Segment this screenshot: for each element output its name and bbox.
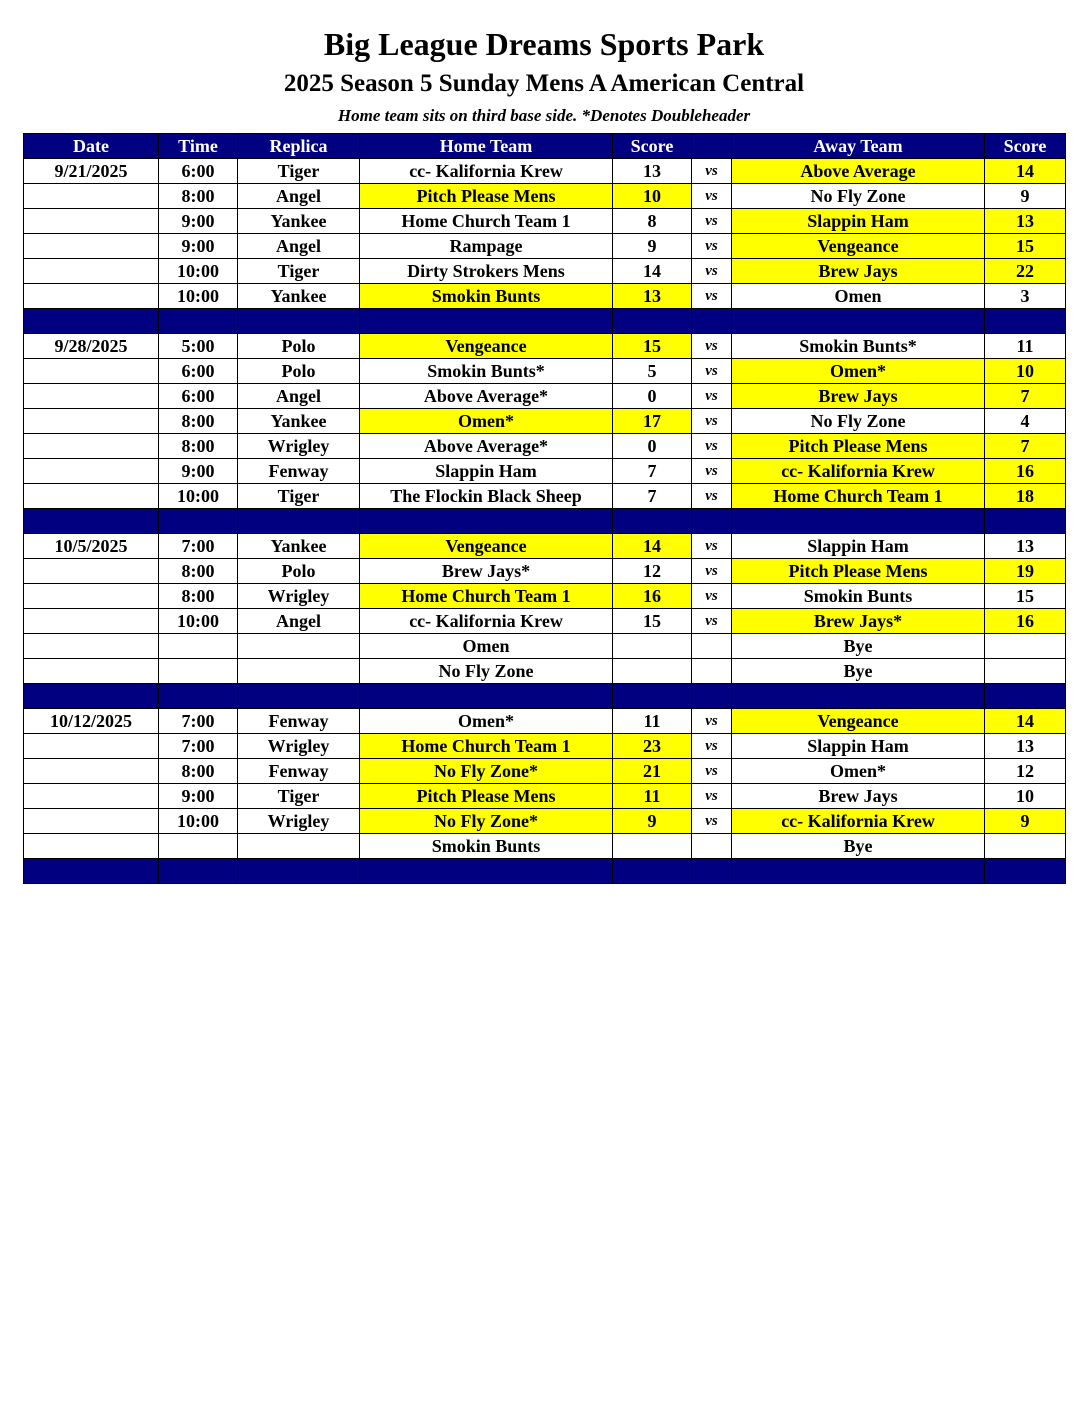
- away-score-cell: 10: [985, 784, 1066, 809]
- time-cell: 7:00: [159, 709, 238, 734]
- away-score-cell: 22: [985, 259, 1066, 284]
- home-team-cell: Omen*: [360, 409, 613, 434]
- date-cell: [24, 734, 159, 759]
- date-cell: [24, 234, 159, 259]
- replica-cell: Polo: [238, 359, 360, 384]
- away-score-cell: [985, 834, 1066, 859]
- vs-cell: vs: [692, 184, 732, 209]
- replica-cell: Wrigley: [238, 809, 360, 834]
- vs-cell: vs: [692, 234, 732, 259]
- vs-cell: vs: [692, 284, 732, 309]
- replica-cell: Tiger: [238, 259, 360, 284]
- away-team-cell: No Fly Zone: [732, 409, 985, 434]
- header-row: [24, 134, 1066, 159]
- time-cell: 6:00: [159, 159, 238, 184]
- date-cell: 10/12/2025: [24, 709, 159, 734]
- away-team-cell: Bye: [732, 634, 985, 659]
- table-row: [24, 159, 1066, 184]
- away-team-cell: Vengeance: [732, 234, 985, 259]
- away-team-cell: Pitch Please Mens: [732, 559, 985, 584]
- home-team-cell: Dirty Strokers Mens: [360, 259, 613, 284]
- separator-cell: [24, 309, 159, 334]
- replica-cell: [238, 634, 360, 659]
- time-cell: 8:00: [159, 434, 238, 459]
- vs-cell: vs: [692, 434, 732, 459]
- date-cell: [24, 659, 159, 684]
- home-score-cell: 8: [613, 209, 692, 234]
- time-cell: 9:00: [159, 209, 238, 234]
- replica-cell: Wrigley: [238, 734, 360, 759]
- home-score-cell: 7: [613, 484, 692, 509]
- table-row: [24, 559, 1066, 584]
- away-score-cell: 3: [985, 284, 1066, 309]
- separator-cell: [613, 309, 692, 334]
- table-row: [24, 784, 1066, 809]
- home-team-cell: cc- Kalifornia Krew: [360, 159, 613, 184]
- separator-cell: [692, 509, 732, 534]
- separator-cell: [985, 684, 1066, 709]
- replica-cell: Fenway: [238, 709, 360, 734]
- away-score-cell: 7: [985, 384, 1066, 409]
- date-cell: [24, 359, 159, 384]
- col-header-replica: Replica: [238, 134, 360, 159]
- away-team-cell: Smokin Bunts*: [732, 334, 985, 359]
- away-score-cell: 16: [985, 459, 1066, 484]
- time-cell: 10:00: [159, 284, 238, 309]
- home-score-cell: 9: [613, 809, 692, 834]
- date-cell: [24, 184, 159, 209]
- date-cell: 10/5/2025: [24, 534, 159, 559]
- home-score-cell: 16: [613, 584, 692, 609]
- home-score-cell: [613, 659, 692, 684]
- away-score-cell: 4: [985, 409, 1066, 434]
- home-score-cell: 10: [613, 184, 692, 209]
- away-score-cell: 7: [985, 434, 1066, 459]
- date-cell: 9/21/2025: [24, 159, 159, 184]
- home-team-cell: Smokin Bunts: [360, 834, 613, 859]
- table-row: [24, 259, 1066, 284]
- replica-cell: Wrigley: [238, 434, 360, 459]
- separator-cell: [24, 859, 159, 884]
- home-team-cell: No Fly Zone: [360, 659, 613, 684]
- separator-cell: [24, 509, 159, 534]
- date-cell: [24, 384, 159, 409]
- table-row: [24, 184, 1066, 209]
- away-score-cell: 10: [985, 359, 1066, 384]
- replica-cell: Fenway: [238, 759, 360, 784]
- time-cell: 10:00: [159, 809, 238, 834]
- col-header-time: Time: [159, 134, 238, 159]
- vs-cell: vs: [692, 609, 732, 634]
- away-team-cell: Slappin Ham: [732, 209, 985, 234]
- week-separator-row: [24, 309, 1066, 334]
- away-team-cell: Omen*: [732, 359, 985, 384]
- time-cell: 5:00: [159, 334, 238, 359]
- replica-cell: Angel: [238, 609, 360, 634]
- date-cell: [24, 759, 159, 784]
- home-team-cell: Smokin Bunts*: [360, 359, 613, 384]
- separator-cell: [613, 684, 692, 709]
- time-cell: 8:00: [159, 184, 238, 209]
- away-team-cell: Vengeance: [732, 709, 985, 734]
- away-score-cell: 13: [985, 734, 1066, 759]
- vs-cell: [692, 834, 732, 859]
- separator-cell: [732, 684, 985, 709]
- home-team-cell: Omen: [360, 634, 613, 659]
- replica-cell: Polo: [238, 559, 360, 584]
- separator-cell: [360, 309, 613, 334]
- away-score-cell: 9: [985, 809, 1066, 834]
- away-score-cell: 14: [985, 709, 1066, 734]
- time-cell: 9:00: [159, 459, 238, 484]
- home-score-cell: 12: [613, 559, 692, 584]
- table-row: [24, 584, 1066, 609]
- home-score-cell: 14: [613, 259, 692, 284]
- home-team-cell: Home Church Team 1: [360, 734, 613, 759]
- away-team-cell: Bye: [732, 834, 985, 859]
- vs-cell: vs: [692, 359, 732, 384]
- replica-cell: Angel: [238, 384, 360, 409]
- time-cell: 8:00: [159, 584, 238, 609]
- replica-cell: Wrigley: [238, 584, 360, 609]
- separator-cell: [238, 509, 360, 534]
- home-team-cell: No Fly Zone*: [360, 759, 613, 784]
- vs-cell: vs: [692, 709, 732, 734]
- table-row: [24, 284, 1066, 309]
- home-score-cell: 11: [613, 784, 692, 809]
- table-row: [24, 609, 1066, 634]
- replica-cell: Yankee: [238, 284, 360, 309]
- replica-cell: Yankee: [238, 534, 360, 559]
- table-row: [24, 834, 1066, 859]
- replica-cell: Angel: [238, 234, 360, 259]
- replica-cell: [238, 834, 360, 859]
- vs-cell: vs: [692, 534, 732, 559]
- week-separator-row: [24, 859, 1066, 884]
- home-team-cell: Pitch Please Mens: [360, 784, 613, 809]
- time-cell: 7:00: [159, 534, 238, 559]
- away-score-cell: [985, 634, 1066, 659]
- away-score-cell: 13: [985, 209, 1066, 234]
- away-score-cell: 18: [985, 484, 1066, 509]
- page-title: Big League Dreams Sports Park: [323, 26, 765, 62]
- table-row: [24, 534, 1066, 559]
- vs-cell: vs: [692, 459, 732, 484]
- time-cell: 7:00: [159, 734, 238, 759]
- home-score-cell: [613, 634, 692, 659]
- home-score-cell: 21: [613, 759, 692, 784]
- home-team-cell: Rampage: [360, 234, 613, 259]
- col-header-vs: [692, 134, 732, 159]
- separator-cell: [238, 309, 360, 334]
- date-cell: [24, 609, 159, 634]
- away-score-cell: 19: [985, 559, 1066, 584]
- time-cell: 8:00: [159, 409, 238, 434]
- vs-cell: [692, 659, 732, 684]
- time-cell: 10:00: [159, 609, 238, 634]
- home-team-cell: Home Church Team 1: [360, 584, 613, 609]
- vs-cell: vs: [692, 409, 732, 434]
- away-score-cell: 15: [985, 234, 1066, 259]
- time-cell: [159, 834, 238, 859]
- table-row: [24, 634, 1066, 659]
- date-cell: [24, 834, 159, 859]
- time-cell: 9:00: [159, 784, 238, 809]
- away-team-cell: cc- Kalifornia Krew: [732, 459, 985, 484]
- away-team-cell: Slappin Ham: [732, 734, 985, 759]
- vs-cell: vs: [692, 559, 732, 584]
- separator-cell: [159, 859, 238, 884]
- separator-cell: [613, 859, 692, 884]
- date-cell: [24, 559, 159, 584]
- away-team-cell: No Fly Zone: [732, 184, 985, 209]
- home-score-cell: 13: [613, 159, 692, 184]
- home-team-cell: cc- Kalifornia Krew: [360, 609, 613, 634]
- col-header-home-score: Score: [613, 134, 692, 159]
- vs-cell: vs: [692, 384, 732, 409]
- replica-cell: Tiger: [238, 159, 360, 184]
- replica-cell: Yankee: [238, 409, 360, 434]
- away-team-cell: Bye: [732, 659, 985, 684]
- vs-cell: vs: [692, 259, 732, 284]
- time-cell: 10:00: [159, 259, 238, 284]
- home-score-cell: 23: [613, 734, 692, 759]
- away-score-cell: 16: [985, 609, 1066, 634]
- table-row: [24, 759, 1066, 784]
- vs-cell: vs: [692, 809, 732, 834]
- separator-cell: [732, 859, 985, 884]
- date-cell: [24, 284, 159, 309]
- page-subtitle: 2025 Season 5 Sunday Mens A American Central: [283, 70, 805, 97]
- away-team-cell: Brew Jays*: [732, 609, 985, 634]
- vs-cell: vs: [692, 759, 732, 784]
- separator-cell: [238, 684, 360, 709]
- away-team-cell: Omen*: [732, 759, 985, 784]
- vs-cell: vs: [692, 784, 732, 809]
- time-cell: 6:00: [159, 384, 238, 409]
- replica-cell: [238, 659, 360, 684]
- away-team-cell: Brew Jays: [732, 384, 985, 409]
- home-score-cell: 5: [613, 359, 692, 384]
- date-cell: [24, 459, 159, 484]
- table-row: [24, 434, 1066, 459]
- table-row: [24, 234, 1066, 259]
- replica-cell: Fenway: [238, 459, 360, 484]
- time-cell: [159, 634, 238, 659]
- away-team-cell: Omen: [732, 284, 985, 309]
- home-score-cell: [613, 834, 692, 859]
- home-score-cell: 14: [613, 534, 692, 559]
- separator-cell: [159, 309, 238, 334]
- separator-cell: [985, 309, 1066, 334]
- date-cell: [24, 209, 159, 234]
- date-cell: [24, 784, 159, 809]
- schedule-note: Home team sits on third base side. *Denotes Doubleheader: [337, 106, 751, 125]
- col-header-date: Date: [24, 134, 159, 159]
- separator-cell: [985, 859, 1066, 884]
- separator-cell: [692, 859, 732, 884]
- home-team-cell: Pitch Please Mens: [360, 184, 613, 209]
- table-row: [24, 209, 1066, 234]
- separator-cell: [732, 509, 985, 534]
- replica-cell: Tiger: [238, 484, 360, 509]
- home-score-cell: 17: [613, 409, 692, 434]
- away-team-cell: cc- Kalifornia Krew: [732, 809, 985, 834]
- table-row: [24, 809, 1066, 834]
- table-row: [24, 459, 1066, 484]
- away-score-cell: 13: [985, 534, 1066, 559]
- away-score-cell: 14: [985, 159, 1066, 184]
- home-team-cell: Brew Jays*: [360, 559, 613, 584]
- time-cell: [159, 659, 238, 684]
- table-row: [24, 334, 1066, 359]
- separator-cell: [692, 684, 732, 709]
- date-cell: 9/28/2025: [24, 334, 159, 359]
- date-cell: [24, 409, 159, 434]
- home-team-cell: Above Average*: [360, 384, 613, 409]
- time-cell: 8:00: [159, 759, 238, 784]
- week-separator-row: [24, 509, 1066, 534]
- separator-cell: [692, 309, 732, 334]
- table-row: [24, 659, 1066, 684]
- home-score-cell: 9: [613, 234, 692, 259]
- schedule-table: [23, 133, 1066, 884]
- replica-cell: Tiger: [238, 784, 360, 809]
- date-cell: [24, 809, 159, 834]
- home-score-cell: 0: [613, 434, 692, 459]
- date-cell: [24, 584, 159, 609]
- separator-cell: [360, 859, 613, 884]
- separator-cell: [732, 309, 985, 334]
- separator-cell: [613, 509, 692, 534]
- table-row: [24, 359, 1066, 384]
- away-score-cell: 11: [985, 334, 1066, 359]
- replica-cell: Yankee: [238, 209, 360, 234]
- home-team-cell: Above Average*: [360, 434, 613, 459]
- away-team-cell: Smokin Bunts: [732, 584, 985, 609]
- home-team-cell: Vengeance: [360, 534, 613, 559]
- home-score-cell: 7: [613, 459, 692, 484]
- date-cell: [24, 259, 159, 284]
- vs-cell: vs: [692, 334, 732, 359]
- home-score-cell: 0: [613, 384, 692, 409]
- away-score-cell: 12: [985, 759, 1066, 784]
- away-score-cell: 15: [985, 584, 1066, 609]
- table-row: [24, 409, 1066, 434]
- time-cell: 10:00: [159, 484, 238, 509]
- away-score-cell: [985, 659, 1066, 684]
- vs-cell: [692, 634, 732, 659]
- home-team-cell: Omen*: [360, 709, 613, 734]
- away-team-cell: Brew Jays: [732, 784, 985, 809]
- away-team-cell: Home Church Team 1: [732, 484, 985, 509]
- home-team-cell: Smokin Bunts: [360, 284, 613, 309]
- home-team-cell: Home Church Team 1: [360, 209, 613, 234]
- away-team-cell: Slappin Ham: [732, 534, 985, 559]
- date-cell: [24, 484, 159, 509]
- home-team-cell: No Fly Zone*: [360, 809, 613, 834]
- table-row: [24, 484, 1066, 509]
- home-score-cell: 13: [613, 284, 692, 309]
- col-header-home-team: Home Team: [360, 134, 613, 159]
- time-cell: 6:00: [159, 359, 238, 384]
- vs-cell: vs: [692, 584, 732, 609]
- table-row: [24, 384, 1066, 409]
- table-row: [24, 709, 1066, 734]
- vs-cell: vs: [692, 484, 732, 509]
- time-cell: 9:00: [159, 234, 238, 259]
- home-score-cell: 15: [613, 609, 692, 634]
- separator-cell: [24, 684, 159, 709]
- separator-cell: [360, 509, 613, 534]
- away-team-cell: Above Average: [732, 159, 985, 184]
- replica-cell: Polo: [238, 334, 360, 359]
- away-team-cell: Pitch Please Mens: [732, 434, 985, 459]
- table-row: [24, 734, 1066, 759]
- away-team-cell: Brew Jays: [732, 259, 985, 284]
- col-header-away-team: Away Team: [732, 134, 985, 159]
- separator-cell: [985, 509, 1066, 534]
- vs-cell: vs: [692, 159, 732, 184]
- home-team-cell: The Flockin Black Sheep: [360, 484, 613, 509]
- separator-cell: [159, 509, 238, 534]
- col-header-away-score: Score: [985, 134, 1066, 159]
- away-score-cell: 9: [985, 184, 1066, 209]
- vs-cell: vs: [692, 734, 732, 759]
- home-team-cell: Vengeance: [360, 334, 613, 359]
- separator-cell: [159, 684, 238, 709]
- separator-cell: [360, 684, 613, 709]
- vs-cell: vs: [692, 209, 732, 234]
- date-cell: [24, 634, 159, 659]
- home-team-cell: Slappin Ham: [360, 459, 613, 484]
- week-separator-row: [24, 684, 1066, 709]
- home-score-cell: 15: [613, 334, 692, 359]
- separator-cell: [238, 859, 360, 884]
- replica-cell: Angel: [238, 184, 360, 209]
- time-cell: 8:00: [159, 559, 238, 584]
- home-score-cell: 11: [613, 709, 692, 734]
- date-cell: [24, 434, 159, 459]
